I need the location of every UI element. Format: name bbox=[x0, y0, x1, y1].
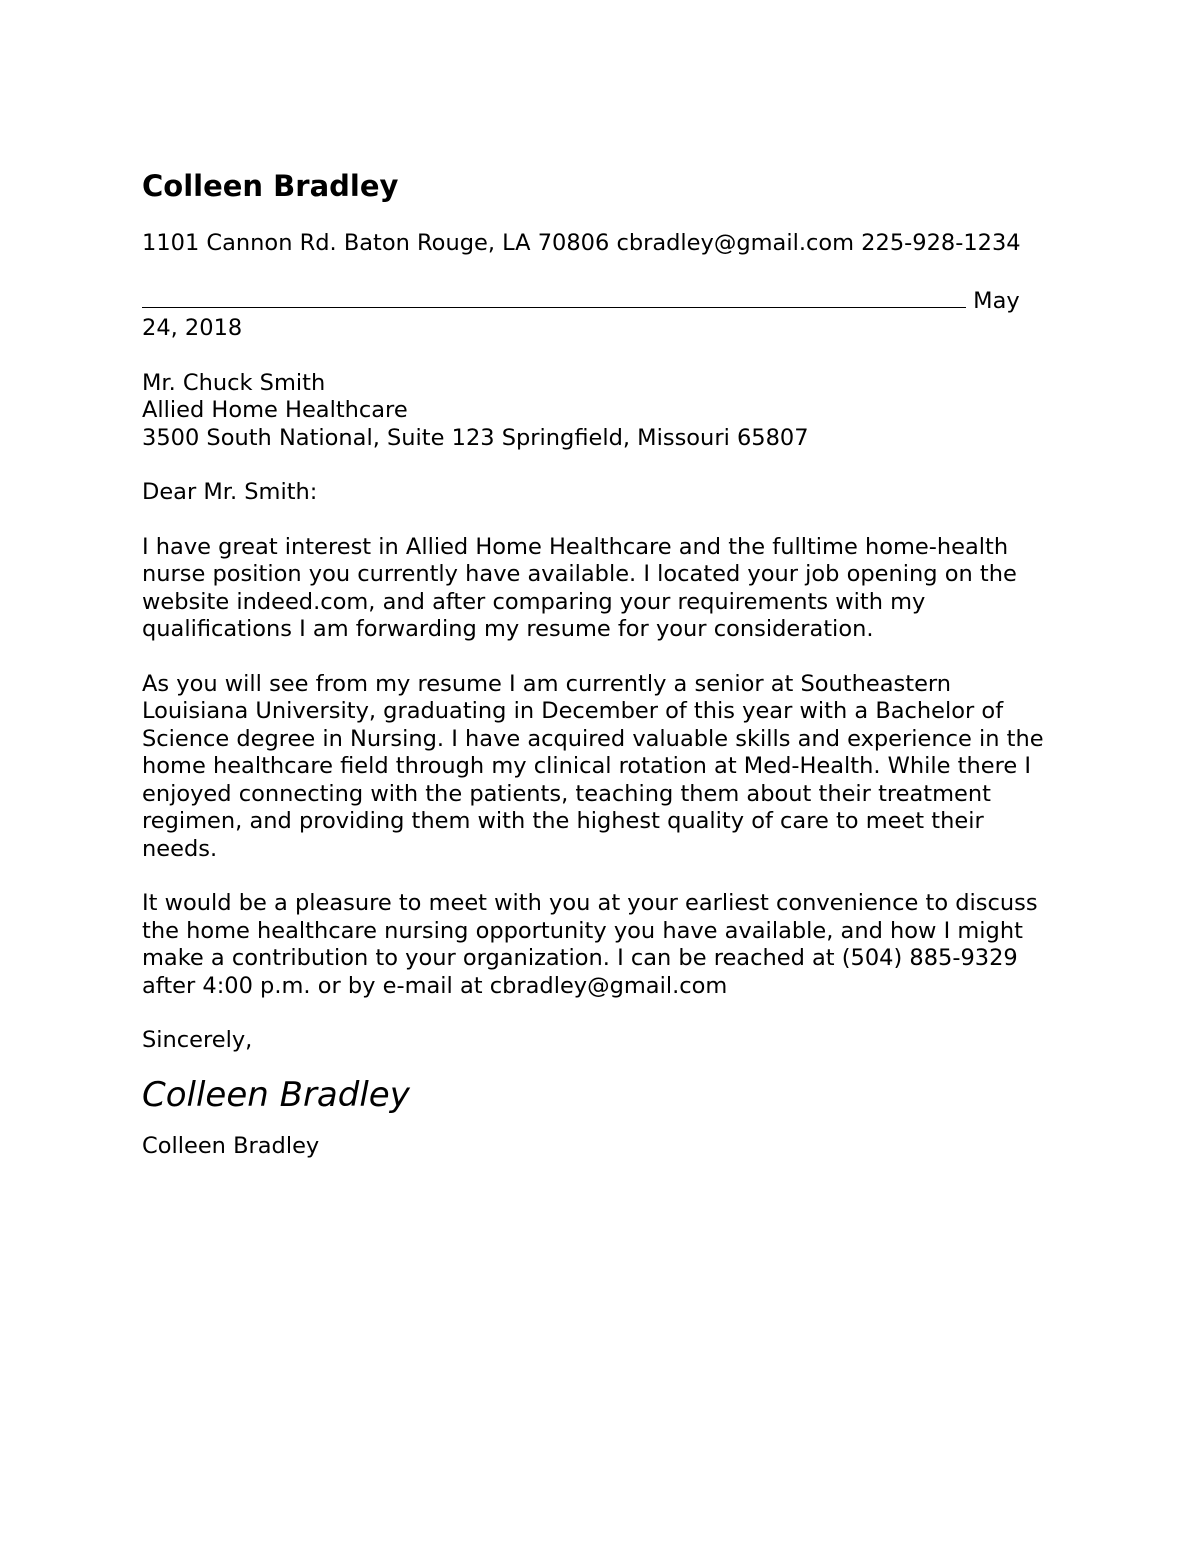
horizontal-rule bbox=[142, 285, 966, 308]
letter-page bbox=[142, 166, 1062, 1160]
sender-name-heading: Colleen Bradley bbox=[142, 169, 399, 203]
body-paragraph-3: It would be a pleasure to meet with you at your earliest convenience to discuss the home healthcare nursing opportunity you have available, and how I might make a contribution to your organization. I can be reached at (504) 885-9329 after 4:00 p.m. or by e-mail at cbradley@gmail.com bbox=[142, 890, 1038, 999]
salutation: Dear Mr. Smith: bbox=[142, 479, 318, 505]
recipient-address: 3500 South National, Suite 123 Springfield, Missouri 65807 bbox=[142, 424, 809, 451]
date-line bbox=[142, 285, 1062, 343]
recipient-block bbox=[142, 370, 1062, 453]
letter-date: May 24, 2018 bbox=[142, 287, 1020, 341]
typed-name: Colleen Bradley bbox=[142, 1132, 320, 1159]
closing: Sincerely, bbox=[142, 1027, 253, 1053]
recipient-name: Mr. Chuck Smith bbox=[142, 369, 326, 396]
body-paragraph-2: As you will see from my resume I am currently a senior at Southeastern Louisiana University, graduating in December of this year with a Bachelor of Science degree in Nursing. I have acquired valuable skills and experience in the home healthcare field through my clinical rotation at Med-Health. While there I enjoyed connecting with the patients, teaching them about their treatment regimen, and providing them with the highest quality of care to meet their needs. bbox=[142, 670, 1044, 862]
recipient-company: Allied Home Healthcare bbox=[142, 397, 408, 423]
body-paragraph-1: I have great interest in Allied Home Healthcare and the fulltime home-health nurse position you currently have available. I located your job opening on the website indeed.com, and after comparing your requirements with my qualifications I am forwarding my resume for your consideration. bbox=[142, 533, 1017, 642]
signature: Colleen Bradley bbox=[142, 1074, 410, 1115]
sender-contact-line: 1101 Cannon Rd. Baton Rouge, LA 70806 cbradley@gmail.com 225-928-1234 bbox=[142, 230, 1021, 256]
